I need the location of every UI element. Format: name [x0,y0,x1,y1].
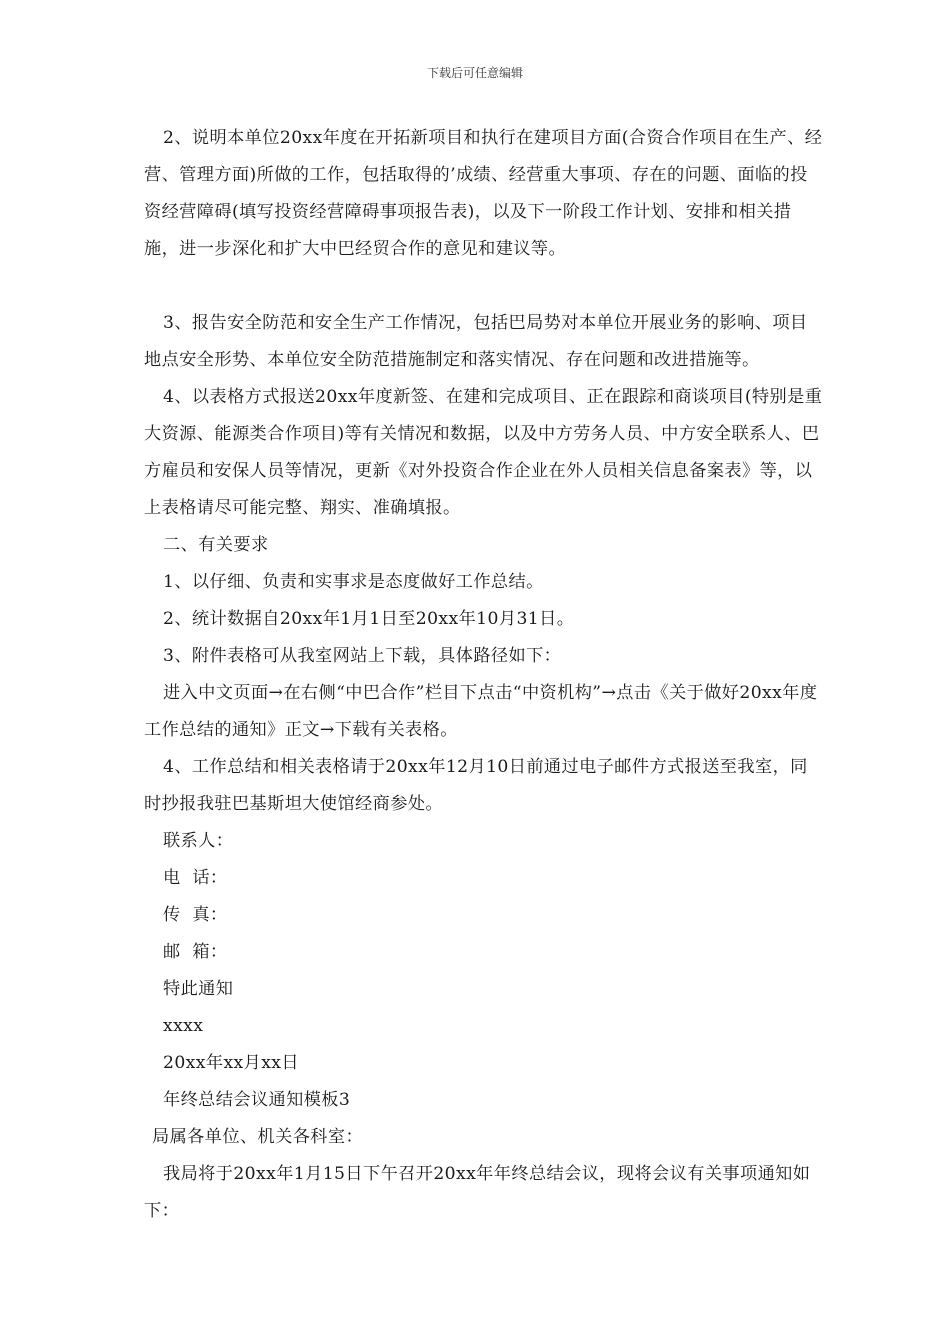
requirement-1: 1、以仔细、负责和实事求是态度做好工作总结。 [163,572,544,592]
signature: xxxx [163,1016,204,1036]
section-heading-requirements: 二、有关要求 [163,535,269,555]
paragraph-item-4: 4、以表格方式报送20xx年度新签、在建和完成项目、正在跟踪和商谈项目(特别是重大资源、能源类合作项目)等有关情况和数据，以及中方劳务人员、中方安全联系人、巴方雇员和安保人员等情况，更新《对外投资合作企业在外人员相关信息备案表》等，以上表格请尽可能完整、翔实、准确填报。 [144,387,823,518]
meeting-intro: 我局将于20xx年1月15日下午召开20xx年年终总结会议，现将会议有关事项通知如下： [144,1164,811,1221]
document-body [144,120,824,1230]
recipients-line: 局属各单位、机关各科室： [152,1127,364,1147]
requirement-2: 2、统计数据自20xx年1月1日至20xx年10月31日。 [163,609,575,629]
requirement-4: 4、工作总结和相关表格请于20xx年12月10日前通过电子邮件方式报送至我室，同时抄报我驻巴基斯坦大使馆经商参处。 [144,757,808,814]
notice-closing: 特此通知 [163,979,234,999]
requirement-3-path: 进入中文页面→在右侧“中巴合作”栏目下点击“中资机构”→点击《关于做好20xx年度工作总结的通知》正文→下载有关表格。 [144,683,818,740]
template-title: 年终总结会议通知模板3 [163,1090,351,1110]
phone-label: 电 话： [163,868,228,888]
fax-label: 传 真： [163,905,228,925]
contact-person-label: 联系人： [163,831,234,851]
requirement-3: 3、附件表格可从我室网站上下载，具体路径如下： [163,646,562,666]
document-date: 20xx年xx月xx日 [163,1053,299,1073]
page-header-note: 下载后可任意编辑 [426,66,523,80]
email-label: 邮 箱： [163,942,228,962]
paragraph-item-3: 3、报告安全防范和安全生产工作情况，包括巴局势对本单位开展业务的影响、项目地点安全形势、本单位安全防范措施制定和落实情况、存在问题和改进措施等。 [144,313,808,370]
paragraph-item-2: 2、说明本单位20xx年度在开拓新项目和执行在建项目方面(合资合作项目在生产、经营、管理方面)所做的工作，包括取得的’成绩、经营重大事项、存在的问题、面临的投资经营障碍(填写投资经营障碍事项报告表)，以及下一阶段工作计划、安排和相关措施，进一步深化和扩大中巴经贸合作的意见和建议等。 [144,128,823,259]
